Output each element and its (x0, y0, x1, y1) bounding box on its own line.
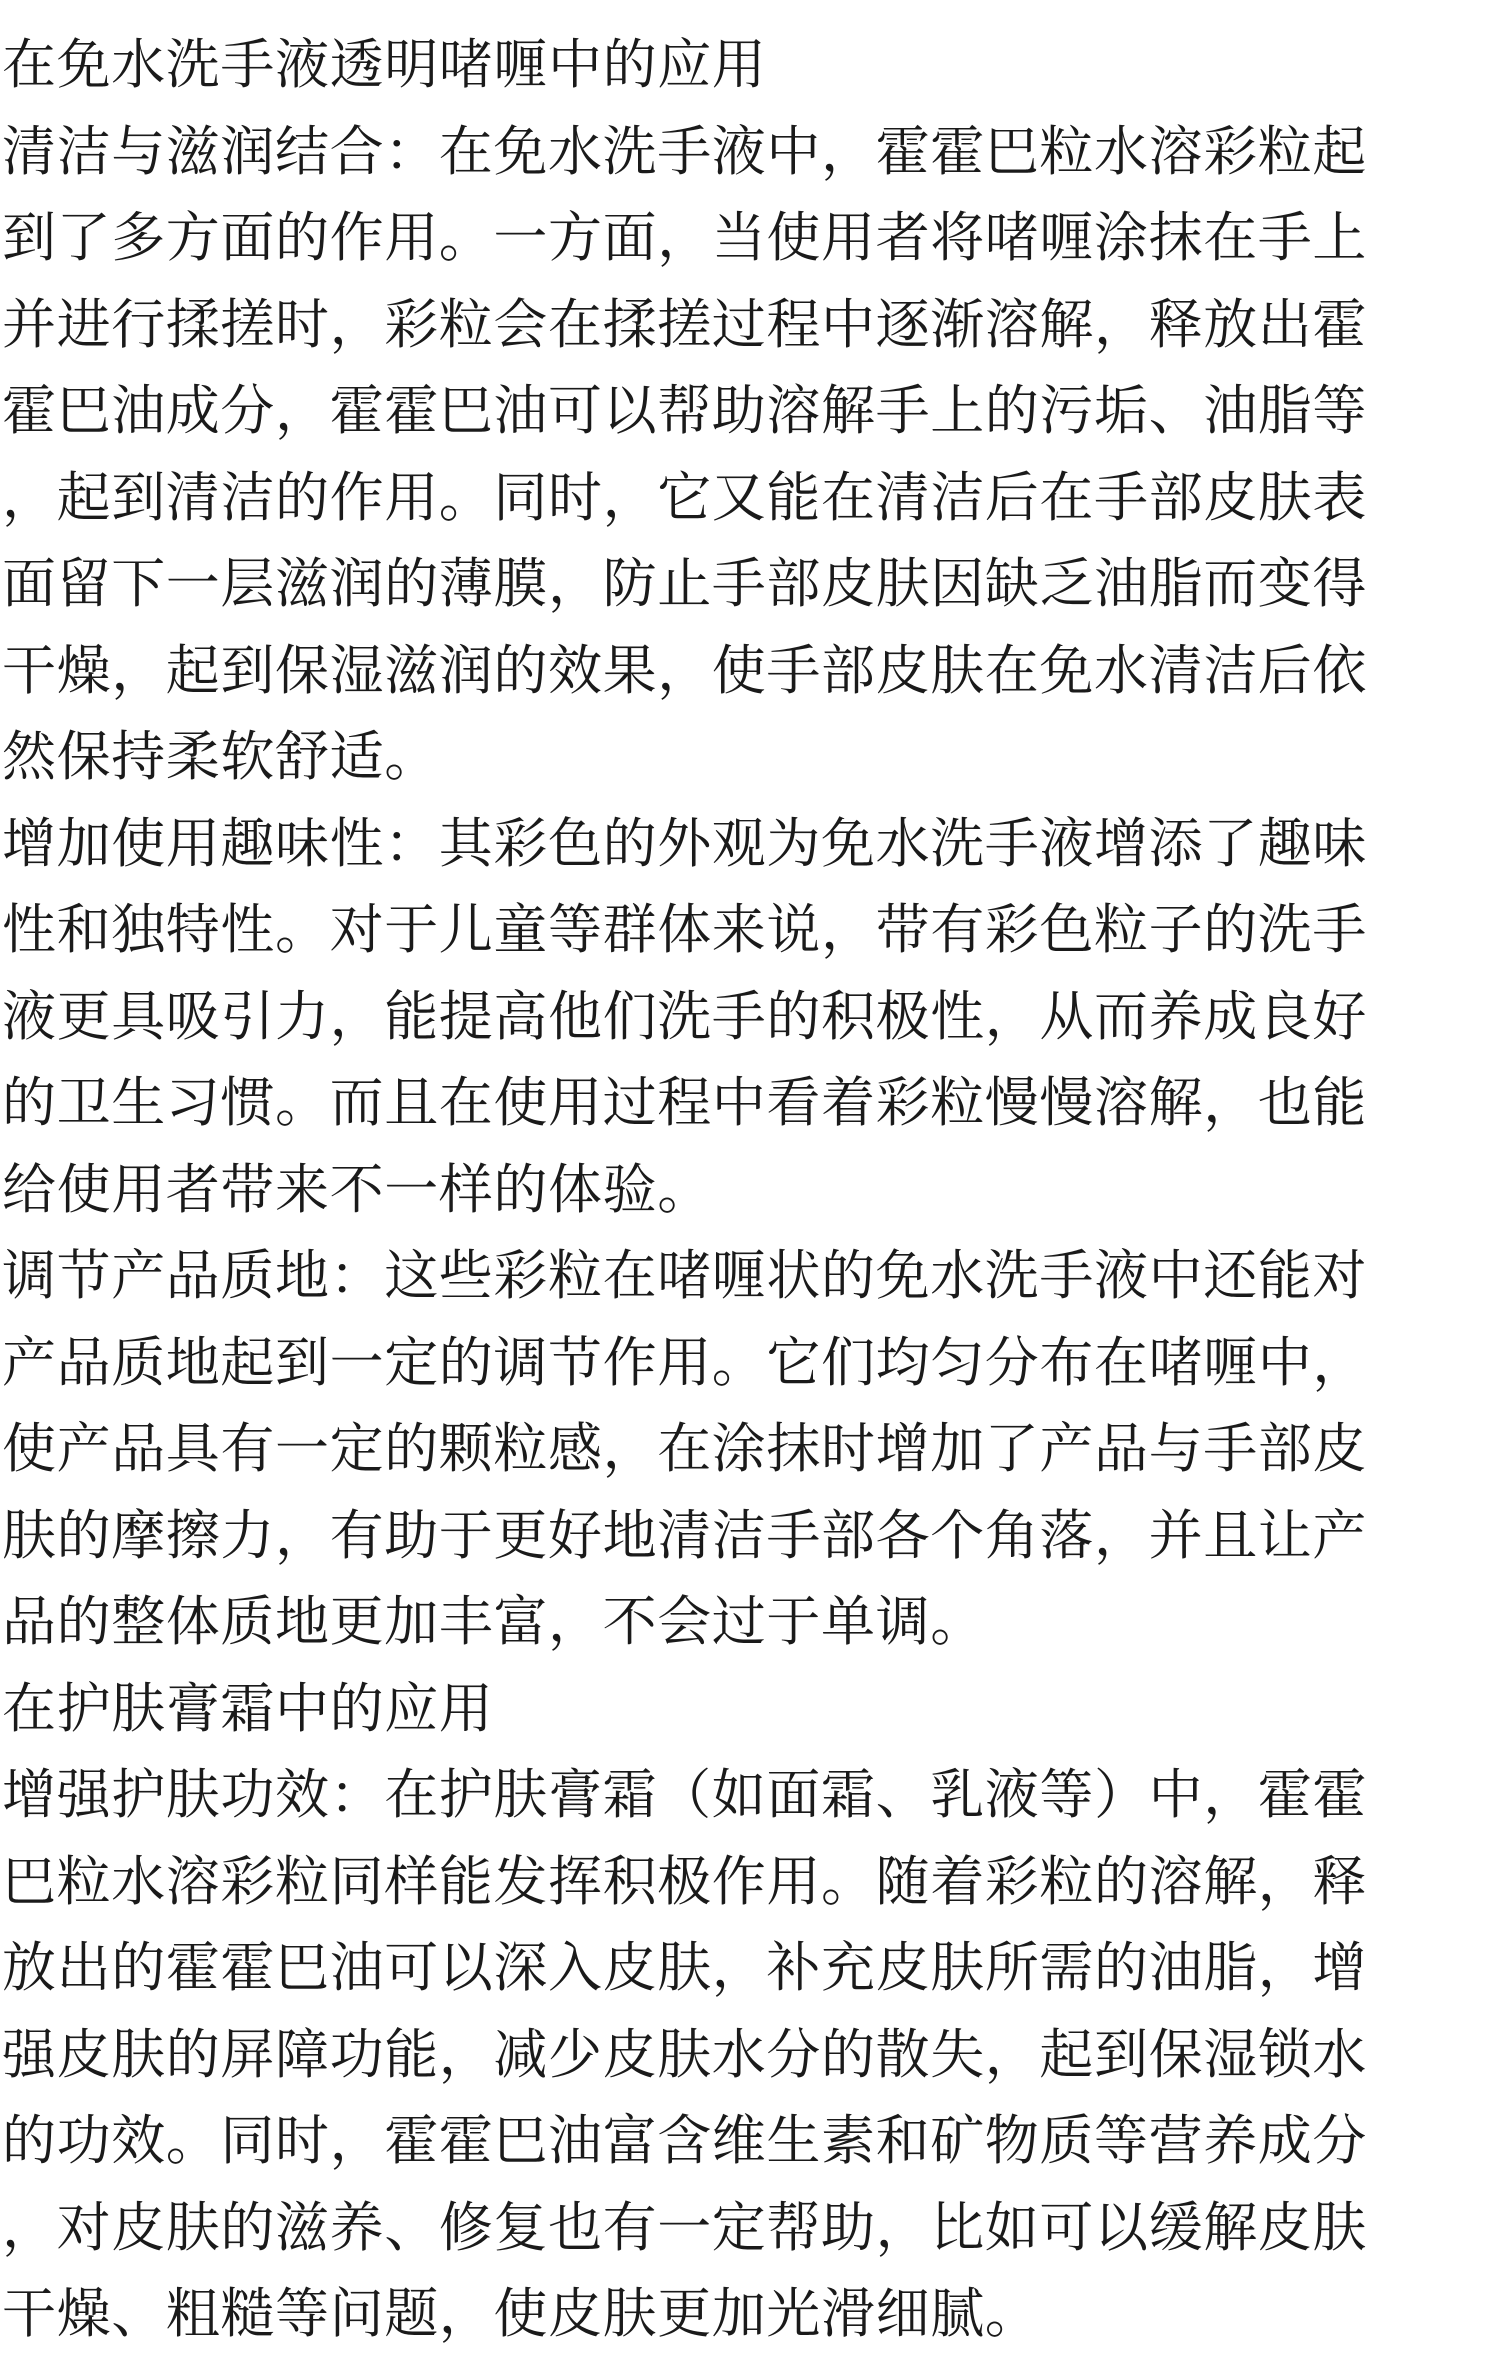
paragraph-line: 干燥，起到保湿滋润的效果，使手部皮肤在免水清洁后依 (2, 638, 1367, 702)
paragraph-line: 放出的霍霍巴油可以深入皮肤，补充皮肤所需的油脂，增 (2, 1936, 1367, 1999)
paragraph-line: 调节产品质地：这些彩粒在啫喱状的免水洗手液中还能对 (2, 1244, 1367, 1307)
paragraph-line: ，对皮肤的滋养、修复也有一定帮助，比如可以缓解皮肤 (2, 2195, 1367, 2259)
paragraph-line: 产品质地起到一定的调节作用。它们均匀分布在啫喱中， (2, 1330, 1367, 1394)
paragraph-line: 使产品具有一定的颗粒感，在涂抹时增加了产品与手部皮 (2, 1417, 1367, 1480)
article-body (2, 22, 1442, 2358)
paragraph-line: 增强护肤功效：在护肤膏霜（如面霜、乳液等）中，霍霍 (2, 1763, 1367, 1826)
paragraph-line: 的卫生习惯。而且在使用过程中看着彩粒慢慢溶解，也能 (2, 1071, 1367, 1134)
paragraph-line: 巴粒水溶彩粒同样能发挥积极作用。随着彩粒的溶解，释 (2, 1849, 1367, 1913)
paragraph-line: ，起到清洁的作用。同时，它又能在清洁后在手部皮肤表 (2, 465, 1367, 529)
paragraph-line: 并进行揉搓时，彩粒会在揉搓过程中逐渐溶解，释放出霍 (2, 292, 1367, 356)
paragraph-line: 液更具吸引力，能提高他们洗手的积极性，从而养成良好 (2, 984, 1367, 1048)
paragraph-line: 增加使用趣味性：其彩色的外观为免水洗手液增添了趣味 (2, 811, 1367, 875)
paragraph-line: 的功效。同时，霍霍巴油富含维生素和矿物质等营养成分 (2, 2109, 1367, 2172)
section-heading: 在护肤膏霜中的应用 (2, 1676, 494, 1740)
paragraph-line: 干燥、粗糙等问题，使皮肤更加光滑细腻。 (2, 2282, 1040, 2345)
paragraph-line: 到了多方面的作用。一方面，当使用者将啫喱涂抹在手上 (2, 206, 1367, 269)
paragraph-line: 肤的摩擦力，有助于更好地清洁手部各个角落，并且让产 (2, 1503, 1367, 1567)
paragraph-line: 面留下一层滋润的薄膜，防止手部皮肤因缺乏油脂而变得 (2, 552, 1367, 615)
paragraph-line: 强皮肤的屏障功能，减少皮肤水分的散失，起到保湿锁水 (2, 2022, 1367, 2086)
paragraph-line: 给使用者带来不一样的体验。 (2, 1157, 712, 1221)
paragraph-line: 品的整体质地更加丰富，不会过于单调。 (2, 1590, 985, 1653)
paragraph-line: 霍巴油成分，霍霍巴油可以帮助溶解手上的污垢、油脂等 (2, 379, 1367, 442)
paragraph-line: 清洁与滋润结合：在免水洗手液中，霍霍巴粒水溶彩粒起 (2, 119, 1367, 183)
paragraph-line: 性和独特性。对于儿童等群体来说，带有彩色粒子的洗手 (2, 898, 1367, 961)
paragraph-line: 然保持柔软舒适。 (2, 725, 439, 788)
section-heading: 在免水洗手液透明啫喱中的应用 (2, 33, 767, 96)
